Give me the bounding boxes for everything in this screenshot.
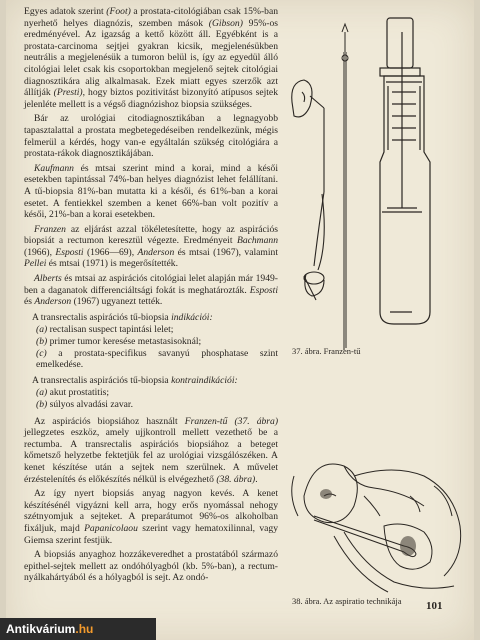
paragraph-p4: Franzen az eljárást azzal tökéletesítette, hogy az aspirációs biopsiát a rectumon keresztül végezte. Eredményeit Bachmann (1966), Esposti (1966—69), Anderson és mtsai (1967), valamint Pellei és mtsai (1971) is megerősítették. <box>24 223 279 270</box>
text-column <box>24 6 278 587</box>
paragraph-l3: (c) a prostata-specifikus savanyú phosphatase szint emelkedése. <box>36 347 278 371</box>
franzen-needle-illustration <box>282 12 472 352</box>
paragraph-l2: (b) primer tumor keresése metastasisoknál; <box>36 336 202 348</box>
watermark-text: Antikvárium <box>6 622 76 636</box>
figure-37-caption: 37. ábra. Franzen-tű <box>292 346 361 356</box>
paragraph-p7: Az így nyert biopsiás anyag nagyon kevés. A kenet készítésénél vigyázni kell arra, hogy erős nyomással nehogy szétnyomjuk a sejteket. A preparátumot 96%-os alkoholban fixáljuk, majd Papanicolaou szerint vagy hematoxilinnal, vagy Giemsa szerint festjük. <box>24 488 278 546</box>
watermark-domain: .hu <box>75 622 94 636</box>
paragraph-p1: Egyes adatok szerint (Foot) a prostata-citológiában csak 15%-ban nyerhető helyes diagnózis, szemben mások (Gibson) 95%-os eredményével. Az igazság a kettő között áll. Egyébként is a prostata-carcinoma sejtjei gyakran kicsik, megjelenésükben neutrális a megjelenésük a tumoron belül is, így az egyedül álló citológiai lelet csak kis csoportokban megjelenő sejtek citológiai diagnosztikára alig alkalmasak. Ezek miatt egyes szerzők azt állítják (Presti), hogy biztos pozitivitást bizonyító atípusos sejtek jelenléte mellett is a végső diagnózishoz biopsia szükséges. <box>24 6 278 110</box>
paragraph-l1: (a) rectalisan suspect tapintási lelet; <box>36 324 174 336</box>
book-page <box>6 0 474 640</box>
paragraph-p8: A biopsiás anyaghoz hozzákeveredhet a prostatából származó epithel-sejtek mellett az ondóhólyagból (kb. 5%-ban), a rectum-nyálkahártyából és a hólyagból is sejt. Az ondó- <box>24 549 278 584</box>
paragraph-l5: (b) súlyos alvadási zavar. <box>36 399 133 410</box>
page-number: 101 <box>426 600 443 612</box>
paragraph-p5: Alberts és mtsai az aspirációs citológiai lelet alapján már 1949-ben a daganatok differenciáltsági fokát is meghatározták. Esposti és Anderson (1967) ugyanezt tették. <box>24 273 278 308</box>
paragraph-p6: Az aspirációs biopsiához használt Franzen-tű (37. ábra) jellegzetes eszköz, amely ujjkontroll mellett vezethető be a rectumba. A transrectalis aspirációs biopsiához a beteget kőmetsző helyzetbe fektetjük fel az urológiai vizsgálószéken. A kenet készítése után a sejtek nem szerülnek. A művelet érzéstelenítés és előkészítés nélkül is elvégezhető (38. ábra). <box>24 415 279 485</box>
paragraph-h2: A transrectalis aspirációs tű-biopsia kontraindikációi: <box>32 374 238 386</box>
paragraph-p3: Kaufmann és mtsai szerint mind a korai, mind a késői esetekben tapintással 74%-ban helyes diagnózist lehet felállítani. A tű-biopsia 81%-ban mutatta ki a késői, és 61%-ban a korai esetet. A fentiekkel szemben a kenet 66%-ban volt pozitív a késői, 21%-ban a korai esetekben. <box>24 162 278 221</box>
watermark-logo <box>0 618 156 640</box>
paragraph-l4: (a) akut prostatitis; <box>36 387 110 399</box>
paragraph-h1: A transrectalis aspirációs tű-biopsia indikációi: <box>32 311 213 323</box>
aspiration-technique-illustration <box>284 436 474 596</box>
figure-38-caption: 38. ábra. Az aspiratio technikája <box>292 596 402 606</box>
paragraph-p2: Bár az urológiai citodiagnosztikában a legnagyobb tapasztalattal a prostata megbetegedéseiben rendelkezünk, mégis felmerül a kérdés, hogy van-e egyáltalán szükség citológiára a prostata-rákok diagnosztikájában. <box>24 113 278 160</box>
